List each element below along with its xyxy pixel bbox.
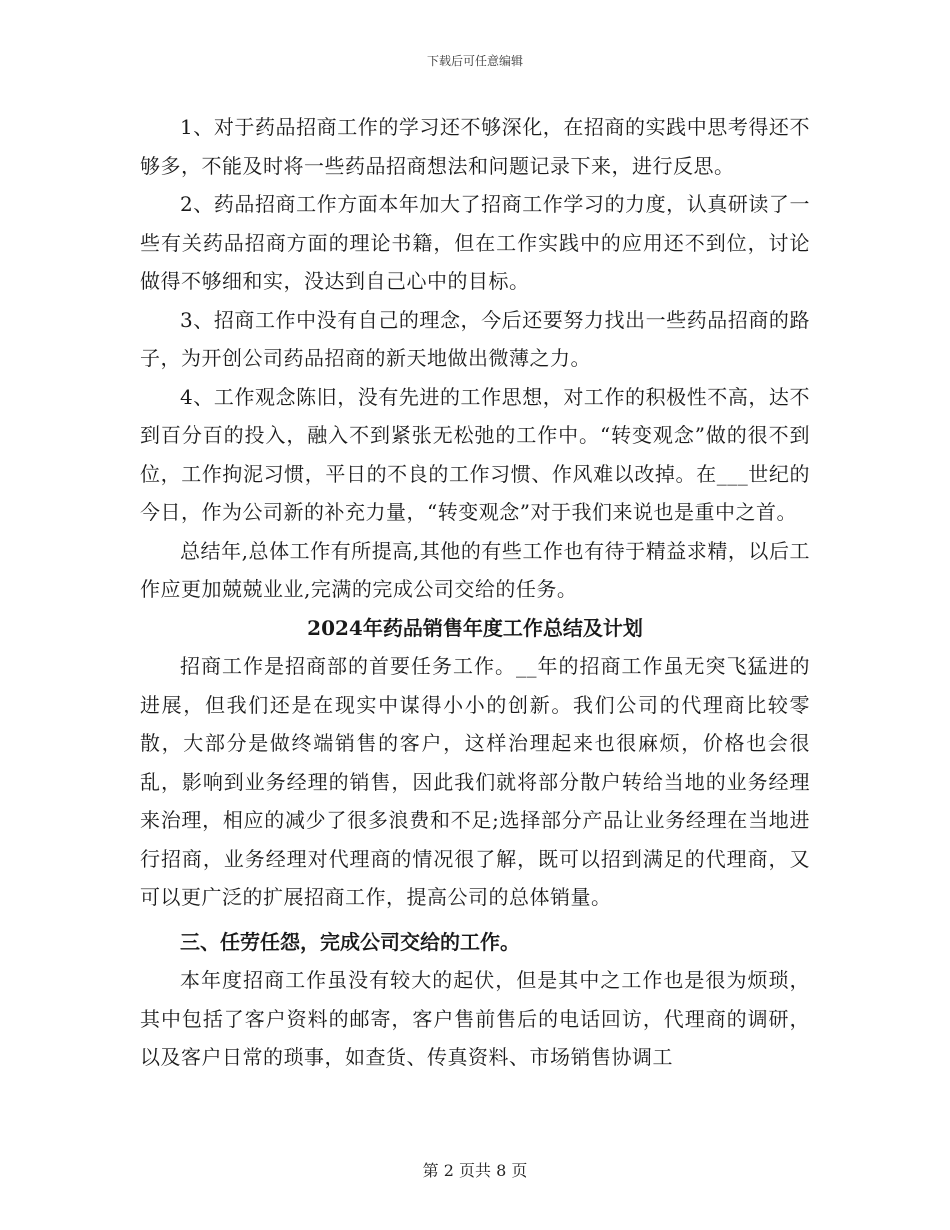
- paragraph-intro: 招商工作是招商部的首要任务工作。__年的招商工作虽无突飞猛进的进展，但我们还是在现实中谋得小小的创新。我们公司的代理商比较零散，大部分是做终端销售的客户，这样治理起来也很麻烦，价格也会很乱，影响到业务经理的销售，因此我们就将部分散户转给当地的业务经理来治理，相应的减少了很多浪费和不足;选择部分产品让业务经理在当地进行招商，业务经理对代理商的情况很了解，既可以招到满足的代理商，又可以更广泛的扩展招商工作，提高公司的总体销量。: [140, 654, 810, 909]
- document-title: 2024年药品销售年度工作总结及计划: [307, 615, 643, 640]
- paragraph-item-4: 4、工作观念陈旧，没有先进的工作思想，对工作的积极性不高，达不到百分百的投入，融入不到紧张无松弛的工作中。“转变观念”做的很不到位，工作拘泥习惯，平日的不良的工作习惯、作风难以改掉。在___世纪的今日，作为公司新的补充力量，“转变观念”对于我们来说也是重中之首。: [140, 384, 810, 524]
- paragraph-section-text: 本年度招商工作虽没有较大的起伏，但是其中之工作也是很为烦琐，其中包括了客户资料的邮寄，客户售前售后的电话回访，代理商的调研，以及客户日常的琐事，如查货、传真资料、市场销售协调工: [140, 968, 810, 1069]
- paragraph-item-2: 2、药品招商工作方面本年加大了招商工作学习的力度，认真研读了一些有关药品招商方面的理论书籍，但在工作实践中的应用还不到位，讨论做得不够细和实，没达到自己心中的目标。: [140, 192, 810, 293]
- document-body: [140, 108, 810, 1077]
- page-number: 第 2 页共 8 页: [422, 1161, 528, 1180]
- paragraph-item-1: 1、对于药品招商工作的学习还不够深化，在招商的实践中思考得还不够多，不能及时将一些药品招商想法和问题记录下来，进行反思。: [140, 115, 810, 178]
- paragraph-summary: 总结年,总体工作有所提高,其他的有些工作也有待于精益求精，以后工作应更加兢兢业业,完满的完成公司交给的任务。: [140, 538, 810, 601]
- page-header-note: 下载后可任意编辑: [426, 54, 523, 68]
- paragraph-item-3: 3、招商工作中没有自己的理念，今后还要努力找出一些药品招商的路子，为开创公司药品招商的新天地做出微薄之力。: [140, 307, 810, 370]
- section-heading: 三、任劳任怨，完成公司交给的工作。: [180, 929, 520, 954]
